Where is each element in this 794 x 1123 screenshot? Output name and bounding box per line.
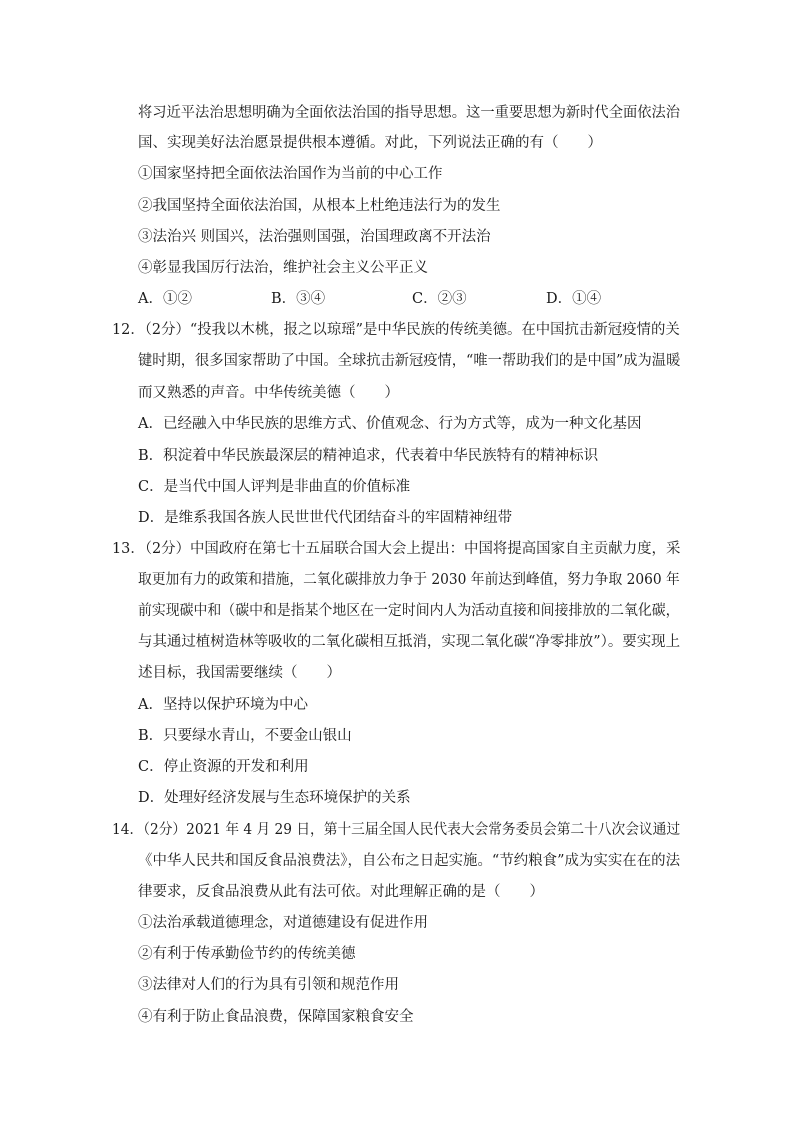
q13-stem-line-2: 取更加有力的政策和措施，二氧化碳排放力争于 2030 年前达到峰值，努力争取 2060 年 xyxy=(138,572,680,588)
q13-option-c[interactable]: C．停止资源的开发和利用 xyxy=(138,759,309,775)
q14-stem-line-3: 律要求，反食品浪费从此有法可依。对此理解正确的是（ ） xyxy=(138,884,544,900)
q13-option-a[interactable]: A．坚持以保护环境为中心 xyxy=(138,697,308,713)
q14-statement-2: ②有利于传承勤俭节约的传统美德 xyxy=(138,946,356,962)
q12-option-a[interactable]: A．已经融入中华民族的思维方式、价值观念、行为方式等，成为一种文化基因 xyxy=(138,416,642,432)
q12-stem-line-1: 12．（2分）“投我以木桃，报之以琼瑶”是中华民族的传统美德。在中国抗击新冠疫情的关 xyxy=(112,322,680,338)
q11-option-c[interactable]: C．②③ xyxy=(412,291,467,307)
q11-statement-4: ④彰显我国厉行法治，维护社会主义公平正义 xyxy=(138,260,428,276)
q14-statement-3: ③法律对人们的行为具有引领和规范作用 xyxy=(138,977,399,993)
q14-statement-1: ①法治承载道德理念，对道德建设有促进作用 xyxy=(138,915,428,931)
q11-options xyxy=(138,289,658,309)
q13-stem-line-5: 述目标，我国需要继续（ ） xyxy=(138,665,341,681)
q12-option-c[interactable]: C．是当代中国人评判是非曲直的价值标准 xyxy=(138,479,411,495)
q11-option-b[interactable]: B．③④ xyxy=(271,291,326,307)
q11-statement-2: ②我国坚持全面依法治国，从根本上杜绝违法行为的发生 xyxy=(138,198,501,214)
q12-stem-line-2: 键时期，很多国家帮助了中国。全球抗击新冠疫情，“唯一帮助我们的是中国”成为温暖 xyxy=(138,353,681,369)
q14-statement-4: ④有利于防止食品浪费，保障国家粮食安全 xyxy=(138,1009,414,1025)
q12-option-b[interactable]: B．积淀着中华民族最深层的精神追求，代表着中华民族特有的精神标识 xyxy=(138,448,599,464)
q13-option-d[interactable]: D．处理好经济发展与生态环境保护的关系 xyxy=(138,790,411,806)
q11-stem-line-2: 国、实现美好法治愿景提供根本遵循。对此，下列说法正确的有（ ） xyxy=(138,135,602,151)
q13-option-b[interactable]: B．只要绿水青山，不要金山银山 xyxy=(138,728,352,744)
q13-stem-line-4: 与其通过植树造林等吸收的二氧化碳相互抵消，实现二氧化碳“净零排放”）。要实现上 xyxy=(138,634,681,650)
q11-statement-3: ③法治兴 则国兴，法治强则国强，治国理政离不开法治 xyxy=(138,229,491,245)
q13-stem-line-1: 13．（2分）中国政府在第七十五届联合国大会上提出：中国将提高国家自主贡献力度，采 xyxy=(112,541,681,557)
q11-option-a[interactable]: A．①② xyxy=(138,291,192,307)
q14-stem-line-2: 《中华人民共和国反食品浪费法》，自公布之日起实施。“节约粮食”成为实实在在的法 xyxy=(138,853,681,869)
q11-statement-1: ①国家坚持把全面依法治国作为当前的中心工作 xyxy=(138,166,443,182)
q14-stem-line-1: 14．（2分）2021 年 4 月 29 日，第十三届全国人民代表大会常务委员会第二十八次会议通过 xyxy=(112,822,681,838)
q12-option-d[interactable]: D．是维系我国各族人民世世代代团结奋斗的牢固精神纽带 xyxy=(138,510,513,526)
q13-stem-line-3: 前实现碳中和（碳中和是指某个地区在一定时间内人为活动直接和间接排放的二氧化碳， xyxy=(138,603,680,619)
q11-option-d[interactable]: D．①④ xyxy=(546,291,602,307)
q12-stem-line-3: 而又熟悉的声音。中华传统美德（ ） xyxy=(138,385,399,401)
q11-stem-line-1: 将习近平法治思想明确为全面依法治国的指导思想。这一重要思想为新时代全面依法治 xyxy=(138,105,681,121)
